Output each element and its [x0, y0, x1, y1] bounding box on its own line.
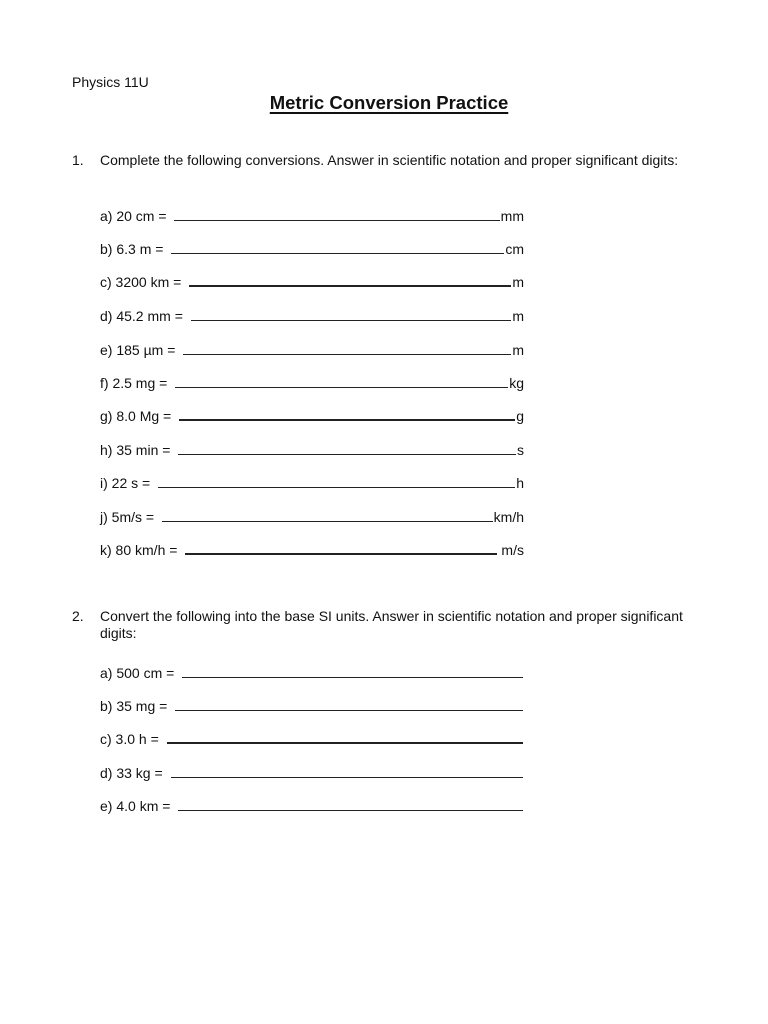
- answer-blank[interactable]: [183, 353, 511, 355]
- item-unit: kg: [509, 375, 524, 391]
- q2-item-d: [100, 761, 524, 781]
- q1-item-g: [100, 404, 524, 424]
- item-label: b) 35 mg =: [100, 698, 172, 714]
- q2-item-e: [100, 794, 524, 814]
- question-number: 2.: [72, 608, 84, 624]
- answer-blank[interactable]: [178, 453, 516, 455]
- item-label: e) 185 µm =: [100, 342, 180, 358]
- item-unit: s: [517, 442, 524, 458]
- item-label: h) 35 min =: [100, 442, 175, 458]
- item-unit: m/s: [497, 542, 524, 558]
- answer-blank[interactable]: [175, 709, 523, 711]
- q1-item-i: [100, 471, 524, 491]
- q1-item-b: [100, 237, 524, 257]
- item-label: j) 5m/s =: [100, 509, 158, 525]
- item-label: i) 22 s =: [100, 475, 155, 491]
- item-unit: km/h: [493, 509, 524, 525]
- q1-item-e: [100, 338, 524, 358]
- q1-item-c: [100, 270, 524, 290]
- question-text: Convert the following into the base SI units. Answer in scientific notation and proper significant digits:: [100, 608, 683, 641]
- item-unit: g: [516, 408, 524, 424]
- item-unit: m: [512, 308, 524, 324]
- answer-blank[interactable]: [189, 284, 511, 287]
- question-text: Complete the following conversions. Answer in scientific notation and proper significant digits:: [100, 152, 679, 168]
- question-number: 1.: [72, 152, 84, 168]
- answer-blank[interactable]: [182, 676, 523, 678]
- page-title: Metric Conversion Practice: [269, 92, 509, 113]
- item-unit: m: [512, 342, 524, 358]
- item-unit: cm: [505, 241, 524, 257]
- item-unit: m: [512, 274, 524, 290]
- item-label: e) 4.0 km =: [100, 798, 175, 814]
- answer-blank[interactable]: [167, 741, 523, 744]
- item-unit: mm: [500, 208, 524, 224]
- q2-item-b: [100, 694, 524, 714]
- answer-blank[interactable]: [191, 319, 512, 321]
- item-label: a) 500 cm =: [100, 665, 179, 681]
- answer-blank[interactable]: [178, 809, 523, 811]
- item-label: k) 80 km/h =: [100, 542, 182, 558]
- item-label: c) 3200 km =: [100, 274, 186, 290]
- answer-blank[interactable]: [171, 776, 523, 778]
- item-label: g) 8.0 Mg =: [100, 408, 176, 424]
- course-name: Physics 11U: [72, 74, 149, 90]
- q2-item-c: [100, 727, 524, 747]
- answer-blank[interactable]: [185, 552, 496, 555]
- answer-blank[interactable]: [175, 386, 508, 388]
- answer-blank[interactable]: [158, 486, 515, 488]
- item-label: b) 6.3 m =: [100, 241, 168, 257]
- q1-item-d: [100, 304, 524, 324]
- q1-item-a: [100, 204, 524, 224]
- item-label: a) 20 cm =: [100, 208, 171, 224]
- item-label: c) 3.0 h =: [100, 731, 163, 747]
- answer-blank[interactable]: [171, 252, 504, 254]
- q1-item-k: [100, 538, 524, 558]
- answer-blank[interactable]: [174, 219, 499, 221]
- answer-blank[interactable]: [179, 418, 515, 421]
- answer-blank[interactable]: [162, 520, 493, 522]
- item-label: f) 2.5 mg =: [100, 375, 172, 391]
- item-label: d) 45.2 mm =: [100, 308, 187, 324]
- item-label: d) 33 kg =: [100, 765, 167, 781]
- q1-item-h: [100, 438, 524, 458]
- q1-item-f: [100, 371, 524, 391]
- q1-item-j: [100, 505, 524, 525]
- item-unit: h: [516, 475, 524, 491]
- q2-item-a: [100, 661, 524, 681]
